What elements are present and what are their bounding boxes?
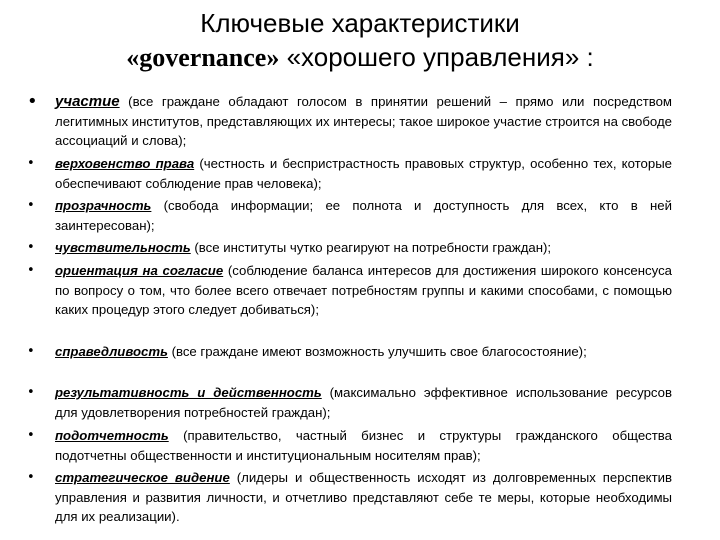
item-term: участие (55, 93, 120, 110)
item-text (55, 196, 672, 235)
item-description: (все граждане обладают голосом в принятии решений – прямо или посредством легитимных институтов, представляющих их интересы; такое широкое участие строится на свободе ассоциаций и слова); (55, 94, 672, 149)
item-text (55, 92, 672, 151)
item-text (55, 238, 672, 258)
bullet-icon: • (27, 156, 35, 171)
item-text (55, 426, 672, 465)
item-term: подотчетность (55, 428, 169, 443)
bullet-icon: • (27, 385, 35, 400)
item-text (55, 154, 672, 193)
item-text (55, 383, 672, 422)
bullet-icon: • (27, 198, 35, 213)
title-rest: «хорошего управления» : (279, 42, 594, 72)
title-line-1: Ключевые характеристики (200, 8, 520, 38)
slide-title (60, 6, 660, 75)
item-term: чувствительность (55, 240, 191, 255)
item-description: (свобода информации; ее полнота и доступность для всех, кто в ней заинтересован); (55, 198, 672, 233)
item-description: (все граждане имеют возможность улучшить свое благосостояние); (167, 344, 587, 359)
item-description: (соблюдение баланса интересов для достижения широкого консенсуса по вопросу о том, что более всего отвечает потребностям группы и какими способами, с помощью каких процедур этого следует добиваться); (55, 263, 673, 318)
title-governance: governance (139, 43, 267, 72)
item-term: ориентация на согласие (55, 263, 224, 278)
item-description: (максимально эффективное использование ресурсов для удовлетворения потребностей граждан); (55, 385, 672, 420)
item-term: верховенство права (55, 156, 195, 171)
item-description: (лидеры и общественность исходят из долговременных перспектив управления и развития личности, и отчетливо представляют себе те меры, которые необходимы для их реализации). (55, 470, 672, 525)
item-term: прозрачность (55, 198, 152, 213)
item-term: справедливость (55, 344, 168, 359)
bullet-icon: • (27, 470, 35, 485)
item-term: стратегическое видение (55, 470, 230, 485)
title-quote-open: « (126, 43, 140, 72)
bullet-icon: • (27, 240, 35, 255)
item-text (55, 342, 672, 362)
bullet-icon: • (27, 344, 35, 359)
title-line-2 (60, 40, 660, 75)
item-description: (честность и беспристрастность правовых структур, особенно тех, которые обеспечивают соблюдение прав человека); (55, 156, 673, 191)
item-description: (правительство, частный бизнес и структуры гражданского общества подотчетны общественности и институциональным носителям прав); (55, 428, 672, 463)
bullet-icon: • (27, 91, 38, 112)
title-quote-close: » (266, 43, 280, 72)
bullet-icon: • (27, 428, 35, 443)
item-text (55, 468, 672, 527)
item-description: (все институты чутко реагируют на потребности граждан); (190, 240, 552, 255)
item-term: результативность и действенность (55, 385, 322, 400)
item-text (55, 261, 672, 320)
bullet-icon: • (27, 263, 35, 278)
